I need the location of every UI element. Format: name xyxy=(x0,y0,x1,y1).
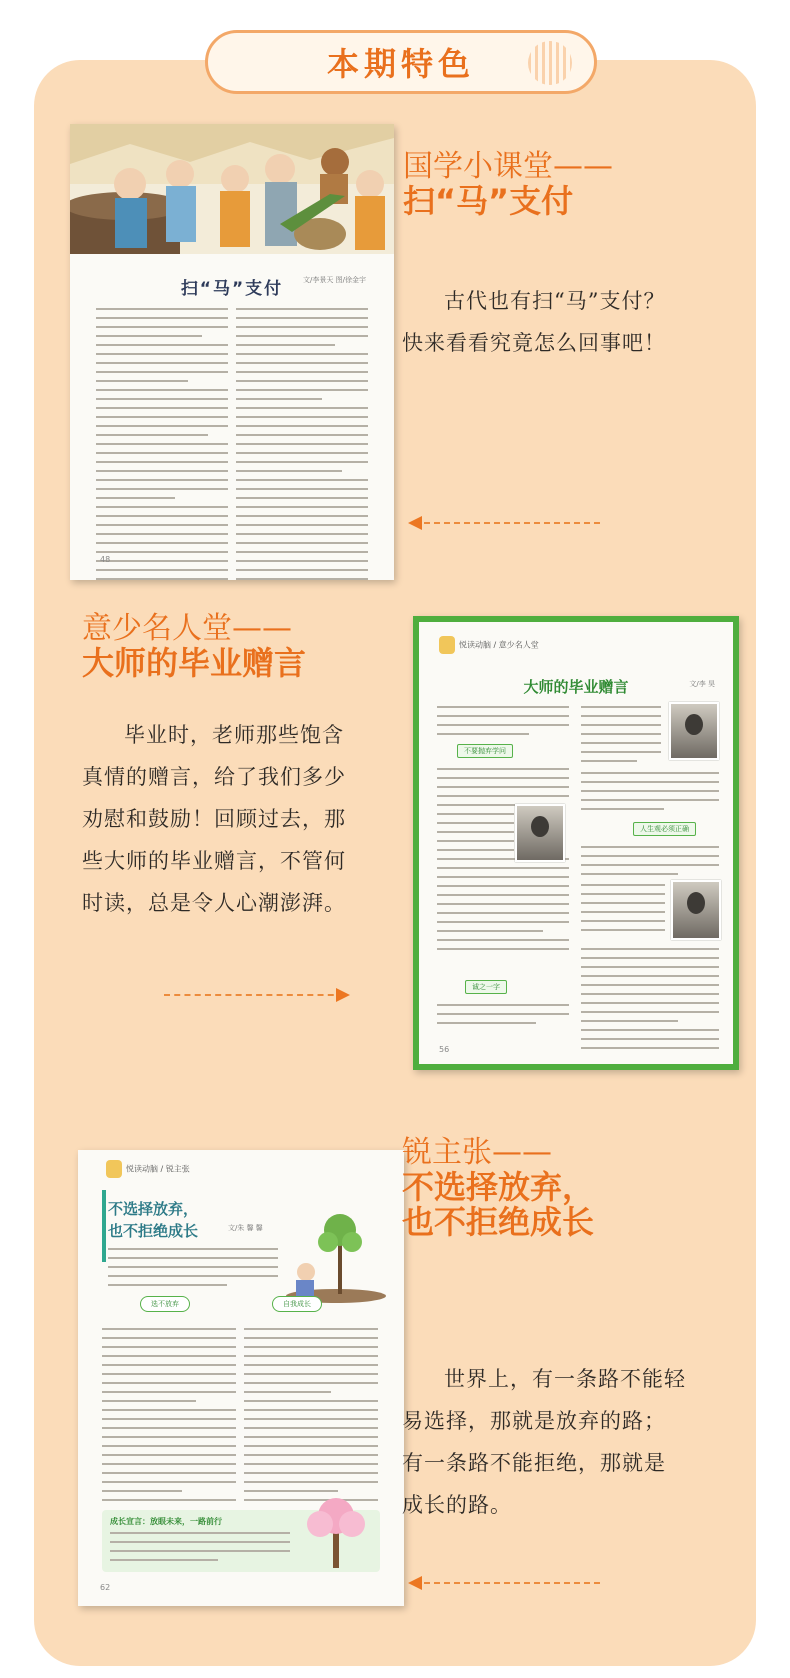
magazine-logo-icon xyxy=(439,636,455,654)
pink-blossom-tree-icon xyxy=(296,1492,376,1570)
feature-2-page-text-left-2 xyxy=(437,768,569,957)
feature-2-page-header-text: 悦读动脑 xyxy=(459,640,491,650)
feature-1-title xyxy=(403,150,613,219)
feature-3-headline-line-1: 不选择放弃， xyxy=(402,1167,595,1206)
feature-1-page-number: 48 xyxy=(100,555,111,564)
feature-3-page-tag-2: 自我成长 xyxy=(272,1296,322,1312)
feature-3-page-header-text: 悦读动脑 xyxy=(126,1164,158,1174)
ancient-market-illustration xyxy=(70,124,394,254)
issue-features-title xyxy=(205,30,597,94)
feature-3-page-header-sub: 锐主张 xyxy=(165,1164,190,1174)
feature-2-page-text-right xyxy=(581,706,661,769)
feature-2-description: 毕业时，老师那些饱含真情的赠言，给了我们多少劝慰和鼓励！回顾过去，那些大师的毕业赠言，不管何时读，总是令人心潮澎湃。 xyxy=(82,723,346,915)
feature-2-page-header-sub: 意少名人堂 xyxy=(498,640,539,650)
feature-3-page-slogan: 成长宣言：放眼未来，一路前行 xyxy=(110,1517,222,1526)
feature-2-page-tag-1: 不要抛弃学问 xyxy=(457,744,513,758)
feature-2-column: 意少名人堂—— xyxy=(82,611,292,646)
feature-1-column: 国学小课堂—— xyxy=(403,149,613,184)
feature-3-page-slogan-text xyxy=(110,1532,290,1568)
feature-2-page-tag-2: 诚之一字 xyxy=(465,980,507,994)
feature-2-page-text-right-3 xyxy=(581,846,719,882)
feature-3-page-intro-text xyxy=(108,1248,278,1293)
feature-3-page-title-line-1: 不选择放弃， xyxy=(108,1200,199,1218)
feature-1-page-image xyxy=(70,124,394,580)
feature-2-page-byline: 文/李 昊 xyxy=(689,680,715,688)
feature-2-page-number: 56 xyxy=(439,1045,450,1054)
feature-1-page-text-right xyxy=(236,308,368,580)
feature-2-portrait-photo-1 xyxy=(515,804,565,862)
feature-3-left-arrow-icon xyxy=(414,1576,600,1590)
decorative-stripes-icon xyxy=(528,41,572,85)
feature-3-page-title xyxy=(108,1198,198,1242)
feature-2-page-text-right-4 xyxy=(581,884,665,938)
feature-3-page-text-right xyxy=(244,1328,378,1508)
feature-2-page-title: 大师的毕业赠言 xyxy=(523,678,629,696)
feature-2-right-arrow-icon xyxy=(164,988,344,1002)
feature-2-page-text-right-5 xyxy=(581,948,719,1056)
feature-3-page-byline: 文/朱 馨 馨 xyxy=(228,1224,263,1232)
feature-1-page-text-left xyxy=(96,308,228,580)
feature-1-page-title: 扫“马”支付 xyxy=(180,279,284,299)
feature-3-headline-line-2: 也不拒绝成长 xyxy=(402,1203,595,1242)
feature-2-page-text-left-3 xyxy=(437,1004,569,1031)
issue-features-title-text: 本期特色 xyxy=(326,45,475,83)
feature-1-headline: 扫“马”支付 xyxy=(403,181,574,220)
feature-3-page-number: 62 xyxy=(100,1583,111,1592)
feature-1-description: 古代也有扫“马”支付？快来看看究竟怎么回事吧！ xyxy=(402,289,666,355)
magazine-logo-icon-2 xyxy=(106,1160,122,1178)
feature-3-page-title-line-2: 也不拒绝成长 xyxy=(108,1222,199,1240)
feature-3-page-text-left xyxy=(102,1328,236,1508)
feature-3-page-image xyxy=(78,1150,404,1606)
feature-2-page-header: 悦读动脑 / 意少名人堂 xyxy=(439,636,539,654)
feature-2-portrait-photo-3 xyxy=(671,880,721,940)
feature-2-title xyxy=(82,612,306,681)
feature-3-page-tag-1: 选不放弃 xyxy=(140,1296,190,1312)
feature-2-page-text-right-2 xyxy=(581,772,719,817)
tree-and-child-illustration xyxy=(276,1208,386,1304)
feature-3-page-header: 悦读动脑 / 锐主张 xyxy=(106,1160,190,1178)
feature-3-description: 世界上，有一条路不能轻易选择，那就是放弃的路；有一条路不能拒绝，那就是成长的路。 xyxy=(402,1367,686,1517)
feature-2-portrait-photo-2 xyxy=(669,702,719,760)
feature-2-headline: 大师的毕业赠言 xyxy=(82,643,307,682)
feature-2-page-tag-3: 人生观必须正确 xyxy=(633,822,696,836)
feature-3-page-slogan-box xyxy=(102,1510,380,1572)
feature-1-left-arrow-icon xyxy=(414,516,600,530)
feature-3-column: 锐主张—— xyxy=(402,1135,552,1170)
feature-2-page-image xyxy=(413,616,739,1070)
feature-3-title xyxy=(402,1136,594,1241)
feature-1-page-byline: 文/李景天 图/徐金宇 xyxy=(303,276,366,284)
feature-2-page-text-left xyxy=(437,706,569,742)
